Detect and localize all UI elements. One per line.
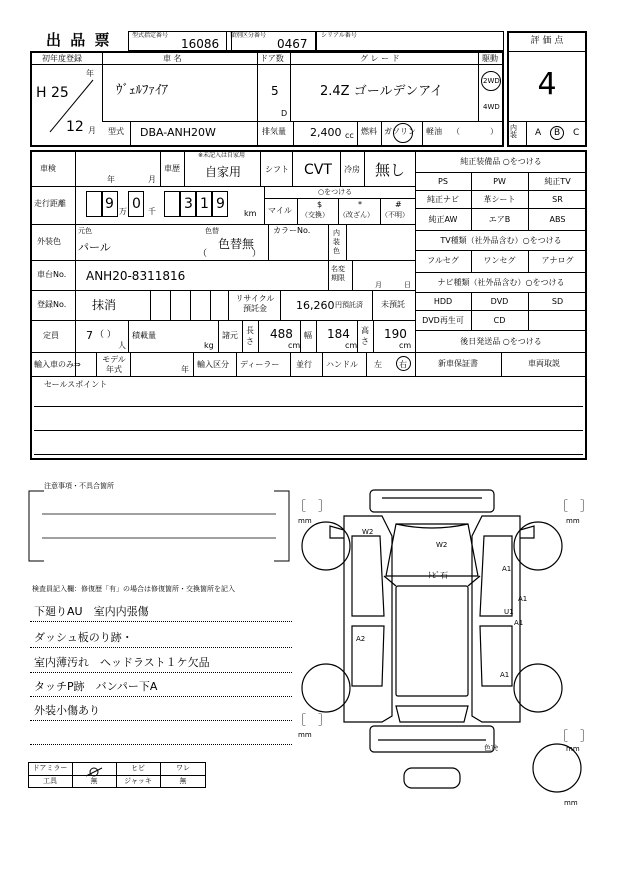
paren-close: ） [490,127,498,136]
recycle-unit: 円預託済 [335,301,363,309]
tv-oneseg: ワンセグ [483,256,516,265]
model-year-unit: 年 [181,365,189,374]
interior-grade-label: 内装 [510,124,517,139]
dealer-label: ディーラー [240,360,280,369]
category-label: 類別区分番号 [230,32,267,39]
model-designation-value: 16086 [181,37,220,51]
equip-ps: PS [438,177,448,186]
light-oil-label: 軽油 [426,127,442,136]
color-label: 外装色 [37,237,61,246]
tamper-label: （改ざん） [339,211,374,219]
year-unit: 年 [86,69,94,78]
damage-w2-windshield: W2 [436,541,448,549]
grade-c: C [573,128,580,138]
doors-label: ドア数 [260,54,284,63]
fuel-label: 燃料 [361,127,377,136]
grade-a: A [535,128,542,138]
displacement-value: 2,400 [310,126,342,139]
mileage-mark-label: ○をつける [318,188,353,196]
length-unit: cm [288,341,301,350]
inspection-label: 車検 [40,164,56,173]
mileage-label: 走行距離 [34,199,66,208]
km-unit: km [244,209,257,218]
color-change-label: 色替 [205,227,219,235]
tv-analog: アナログ [541,256,574,265]
capacity-label: 定員 [43,331,59,340]
car-damage-diagram [292,476,592,816]
tools-label: 工具 [43,777,57,785]
shift-value: CVT [304,162,332,178]
mm-front-left: mm [298,517,312,525]
exchange-label: （交換） [301,211,329,219]
serial-box [316,31,504,51]
mileage-digit-1: 9 [105,196,114,212]
left-label: 左 [374,360,382,369]
parallel-label: 並行 [296,360,312,369]
sym-dollar: $ [317,200,323,209]
equip-tv: 純正TV [544,177,571,186]
width-value: 184 [327,327,350,341]
recycle-unpaid: 未預託 [381,300,405,309]
ac-label: 冷房 [344,165,360,174]
model-designation-label: 型式指定番号 [132,32,169,39]
bracket-front-left: ［ ］ [294,499,331,513]
doors-value: 5 [271,84,279,98]
caution-label: 注意事項・不具合箇所 [44,482,114,490]
equip-sr: SR [552,195,563,204]
orig-color-label: 元色 [78,227,92,235]
door-sub: D [281,109,288,118]
damage-a1-door: A1 [518,595,528,603]
import-category-label: 輸入区分 [197,360,229,369]
width-unit: cm [345,341,358,350]
sym-star: * [358,200,362,209]
first-reg-label: 初年度登録 [42,54,82,63]
first-reg-month: 12 [66,119,84,135]
sales-point-label: セールスポイント [44,380,108,389]
damage-w2-left: W2 [362,528,374,536]
grade-b: B [554,128,561,138]
category-value: 0467 [277,37,308,51]
equip-leather: 革シート [483,195,516,204]
damage-stone-chip: ﾄﾋﾞ石 [428,571,448,580]
width-label: 幅 [304,331,312,340]
serial-label: シリアル番号 [321,32,357,39]
history-label: 車歴 [164,164,180,173]
note-line-1: 下廻りAU 室内内張傷 [34,605,149,618]
score-value: 4 [537,67,557,102]
equip-aw: 純正AW [428,215,458,224]
damage-fade: 色ｱｾ [484,744,498,752]
equip-airbag: エアB [488,215,511,224]
category-box [226,31,316,51]
title-change-label: 名変期限 [331,265,345,282]
right-label: 右 [399,360,407,369]
page-title: 出 品 票 [46,31,112,49]
length-value: 488 [270,327,293,341]
first-reg-era: H 25 [36,85,69,101]
jack-label: ジャッキ [124,777,152,785]
navi-hdd: HDD [433,297,453,306]
bracket-rear-left: ［ ］ [294,713,331,727]
model-type-label: 型式 [108,127,124,136]
door-mirror-label: ドアミラー [32,764,68,772]
handle-label: ハンドル [326,360,358,369]
man-unit: 万 [119,207,127,216]
break-label: ワレ [176,764,190,772]
history-value: 自家用 [205,165,242,179]
mileage-digit-4: 1 [200,196,209,212]
import-only-label: 輸入車のみ⇒ [34,360,81,369]
car-outline-svg [292,476,592,816]
height-label: 高さ [361,326,369,346]
note-line-2: ダッシュ板のり跡・ [34,631,133,644]
damage-u1: U1 [504,608,514,616]
model-year-label: モデル年式 [102,355,126,374]
drive-2wd: 2WD [483,77,500,85]
color-no-label: カラーNo. [273,226,311,235]
equip-abs: ABS [549,215,566,224]
equipment-panel [415,150,587,376]
damage-a2-left: A2 [356,635,366,643]
color-paren-open: （ [198,249,208,259]
navi-dvd-play: DVD再生可 [422,316,464,325]
registration-label: 登録No. [37,300,67,309]
bracket-front-right: ［ ］ [556,499,593,513]
model-type-value: DBA-ANH20W [140,126,216,139]
mileage-digit-2: 0 [132,196,141,212]
navi-title: ナビ種類（社外品含む）○をつける [437,278,565,287]
inspection-month-unit: 月 [148,175,156,184]
note-line-3: 室内薄汚れ ヘッドラスト１ケ欠品 [34,656,210,669]
paren-open: （ [452,127,460,136]
persons-unit: 人 [118,341,126,350]
recycle-label: リサイクル預託金 [235,294,275,313]
mileage-digit-5: 9 [216,196,225,212]
later-title: 後日発送品 ○をつける [460,337,542,346]
equip-navi: 純正ナビ [427,195,459,204]
mile-label: マイル [268,206,292,215]
navi-dvd: DVD [490,297,509,306]
inspection-year-unit: 年 [107,175,115,184]
grade-label: グ レ ー ド [360,54,400,63]
recycle-amount: 16,260 [296,299,335,312]
mirror-check-icon [85,763,103,775]
equipment-title: 純正装備品 ○をつける [460,157,542,166]
drive-4wd: 4WD [483,103,500,111]
crack-label: ヒビ [131,764,145,772]
damage-a1-fender: A1 [502,565,512,573]
model-designation-box [128,31,232,51]
month-unit: 月 [88,126,96,135]
kg-unit: kg [204,341,214,350]
navi-sd: SD [551,297,564,306]
length-label: 長さ [246,326,254,346]
car-name: ｳﾞｪﾙﾌｧｲｱ [116,83,168,98]
inspector-note: 検査員記入欄：修復歴「有」の場合は修復箇所・交換箇所を記入 [32,585,235,593]
shift-label: シフト [265,165,289,174]
car-name-label: 車 名 [163,54,182,63]
history-note: ※未記入は自家用 [198,152,246,159]
score-label: 評 価 点 [530,36,564,46]
grade-value: 2.4Z ゴールデンアイ [320,84,444,99]
mm-spare: mm [564,799,578,807]
tv-title: TV種類（社外品含む）○をつける [440,236,562,245]
registration-value: 抹消 [92,298,117,312]
damage-a1-rear-door: A1 [514,619,524,627]
note-line-5: 外装小傷あり [34,704,100,717]
navi-cd: CD [493,316,506,325]
title-day: 日 [404,281,411,289]
later-manual: 車両取説 [528,359,560,368]
dimensions-label: 諸元 [222,331,238,340]
mm-front-right: mm [566,517,580,525]
note-line-4: タッチP跡 バンパー下A [34,680,158,693]
capacity-paren: （ ） [95,330,116,340]
mm-rear-right: mm [566,745,580,753]
interior-color-label: 内装色 [333,229,340,255]
tools-value: 無 [90,777,98,785]
capacity-value: 7 [86,329,93,342]
unknown-label: （不明） [381,211,409,219]
chassis-value: ANH20-8311816 [86,269,186,283]
height-value: 190 [384,327,407,341]
later-warranty: 新車保証書 [438,359,478,368]
jack-value: 無 [179,777,187,785]
tv-fullseg: フルセグ [427,256,459,265]
caution-box [28,490,290,562]
chassis-label: 車台No. [37,270,67,279]
drive-label: 駆動 [482,54,498,63]
cc-unit: cc [345,131,354,140]
displacement-label: 排気量 [262,127,286,136]
mm-rear-left: mm [298,731,312,739]
equip-pw: PW [493,177,506,186]
bracket-rear-right: ［ ］ [556,729,593,743]
title-month: 月 [375,281,382,289]
ac-value: 無し [375,161,406,179]
sen-unit: 千 [148,207,156,216]
color-value: パール [78,241,111,254]
color-paren-close: ） [252,249,262,259]
damage-a1-quarter: A1 [500,671,510,679]
color-change-value: 色替無 [218,237,255,251]
height-unit: cm [399,341,412,350]
mileage-digit-3: 3 [184,196,193,212]
fuel-value: ガソリン [384,127,416,136]
sym-hash: # [395,200,402,209]
load-label: 積載量 [132,331,156,340]
